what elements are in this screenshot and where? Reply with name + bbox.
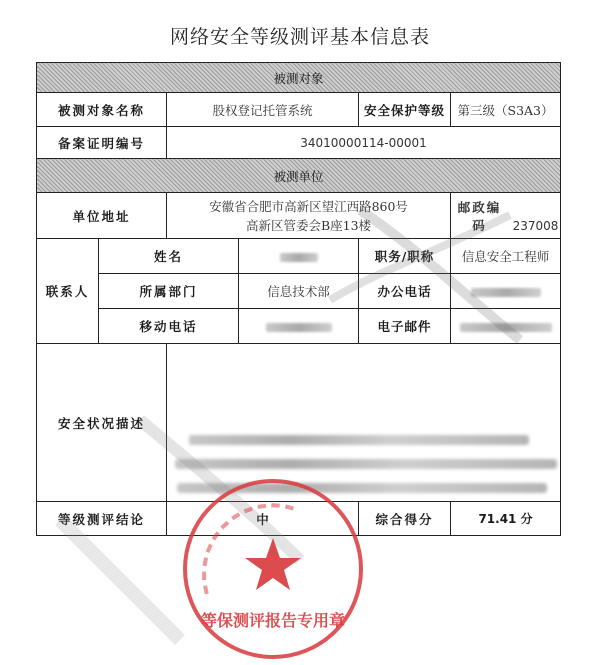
protection-level-label: 安全保护等级: [359, 93, 451, 127]
contact-name-value: [239, 239, 359, 274]
office-phone-value: [451, 274, 561, 309]
record-number-label: 备案证明编号: [37, 127, 167, 159]
address-value: [167, 193, 451, 239]
protection-level-value: 第三级（S3A3）: [451, 93, 561, 127]
score-label: 综合得分: [359, 502, 451, 536]
seal-star-icon: [245, 538, 301, 590]
mobile-value: [239, 309, 359, 344]
conclusion-label: 等级测评结论: [37, 502, 167, 536]
object-name-value: 股权登记托管系统: [167, 93, 359, 127]
zip-cell: [451, 193, 561, 239]
seal-text: 等保测评报告专用章: [200, 611, 346, 630]
mobile-label: 移动电话: [99, 309, 239, 344]
score-value: 71.41 分: [451, 502, 561, 536]
zip-value: 237008: [512, 218, 559, 233]
contact-title-label: 职务/职称: [359, 239, 451, 274]
section-tested-unit: 被测单位: [37, 159, 561, 193]
record-number-value: 34010000114-00001: [167, 127, 561, 159]
contact-name-label: 姓名: [99, 239, 239, 274]
contact-label: 联系人: [37, 239, 99, 344]
svg-text:▬▬▬▬▬▬▬▬▬▬▬: ▬▬▬▬▬▬▬▬▬▬▬: [196, 498, 300, 597]
department-value: 信息技术部: [239, 274, 359, 309]
zip-label: 邮政编码: [457, 199, 502, 233]
office-phone-label: 办公电话: [359, 274, 451, 309]
object-name-label: 被测对象名称: [37, 93, 167, 127]
contact-title-value: 信息安全工程师: [451, 239, 561, 274]
email-value: [451, 309, 561, 344]
address-label: 单位地址: [37, 193, 167, 239]
conclusion-value: 中: [167, 502, 359, 536]
email-label: 电子邮件: [359, 309, 451, 344]
department-label: 所属部门: [99, 274, 239, 309]
address-line-2: 高新区管委会B座13楼: [245, 217, 372, 233]
section-tested-object: 被测对象: [37, 63, 561, 93]
address-line-1: 安徽省合肥市高新区望江西路860号: [209, 198, 408, 214]
status-description: [167, 344, 561, 502]
info-table: [36, 62, 561, 536]
page-title: 网络安全等级测评基本信息表: [169, 26, 430, 48]
status-label: 安全状况描述: [37, 344, 167, 502]
